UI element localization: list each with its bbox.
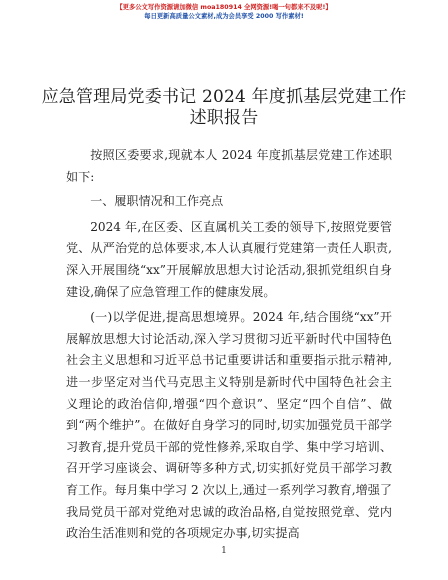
intro-paragraph: 按照区委要求,现就本人 2024 年度抓基层党建工作述职如下:: [66, 148, 392, 184]
body-paragraph-1: 2024 年,在区委、区直属机关工委的领导下,按照党要管党、从严治党的总体要求,本人认真履行党建第一责任人职责,深入开展围绕“xx”开展解放思想大讨论活动,狠抓党组织自身建设,确保了应急管理工作的健康发展。: [66, 219, 392, 299]
document-title-line1: 应急管理局党委书记 2024 年度抓基层党建工作: [41, 87, 407, 107]
page-number: 1: [221, 546, 227, 556]
body-paragraph-2: (一)以学促进,提高思想境界。2024 年,结合围绕“xx”开展解放思想大讨论活动,深入学习贯彻习近平新时代中国特色社会主义思想和习近平总书记重要讲话和重要指示批示精神,进一步坚定对当代马克思主义特别是新时代中国特色社会主义理论的政治信仰,增强“四个意识”、坚定“四个自信”、做到“两个维护”。在做好自身学习的同时,切实加强党员干部学习教育,提升党员干部的党性修养,采取自学、集中学习培训、召开学习座谈会、调研等多种方式,切实抓好党员干部学习教育工作。每月集中学习 2 次以上,通过一系列学习教育,增强了我局党员干部对党绝对忠诚的政治品格,自觉按照党章、党内政治生活准则和党的各项规定办事,切实提高: [66, 310, 392, 541]
promo-banner-line2: 每日更新高质量公文素材,成为会员享受 2000 写作素材!: [144, 13, 304, 20]
section-heading: 一、履职情况和工作亮点: [90, 194, 224, 209]
promo-banner-line1: 【更多公文写作资源请加微信 moa180914 全网资源!喝一句都来不及呢!】: [116, 4, 332, 11]
document-title-line2: 述职报告: [189, 108, 259, 128]
promo-banner: [0, 3, 448, 21]
document-title: [36, 87, 412, 129]
document-body: [66, 145, 392, 545]
